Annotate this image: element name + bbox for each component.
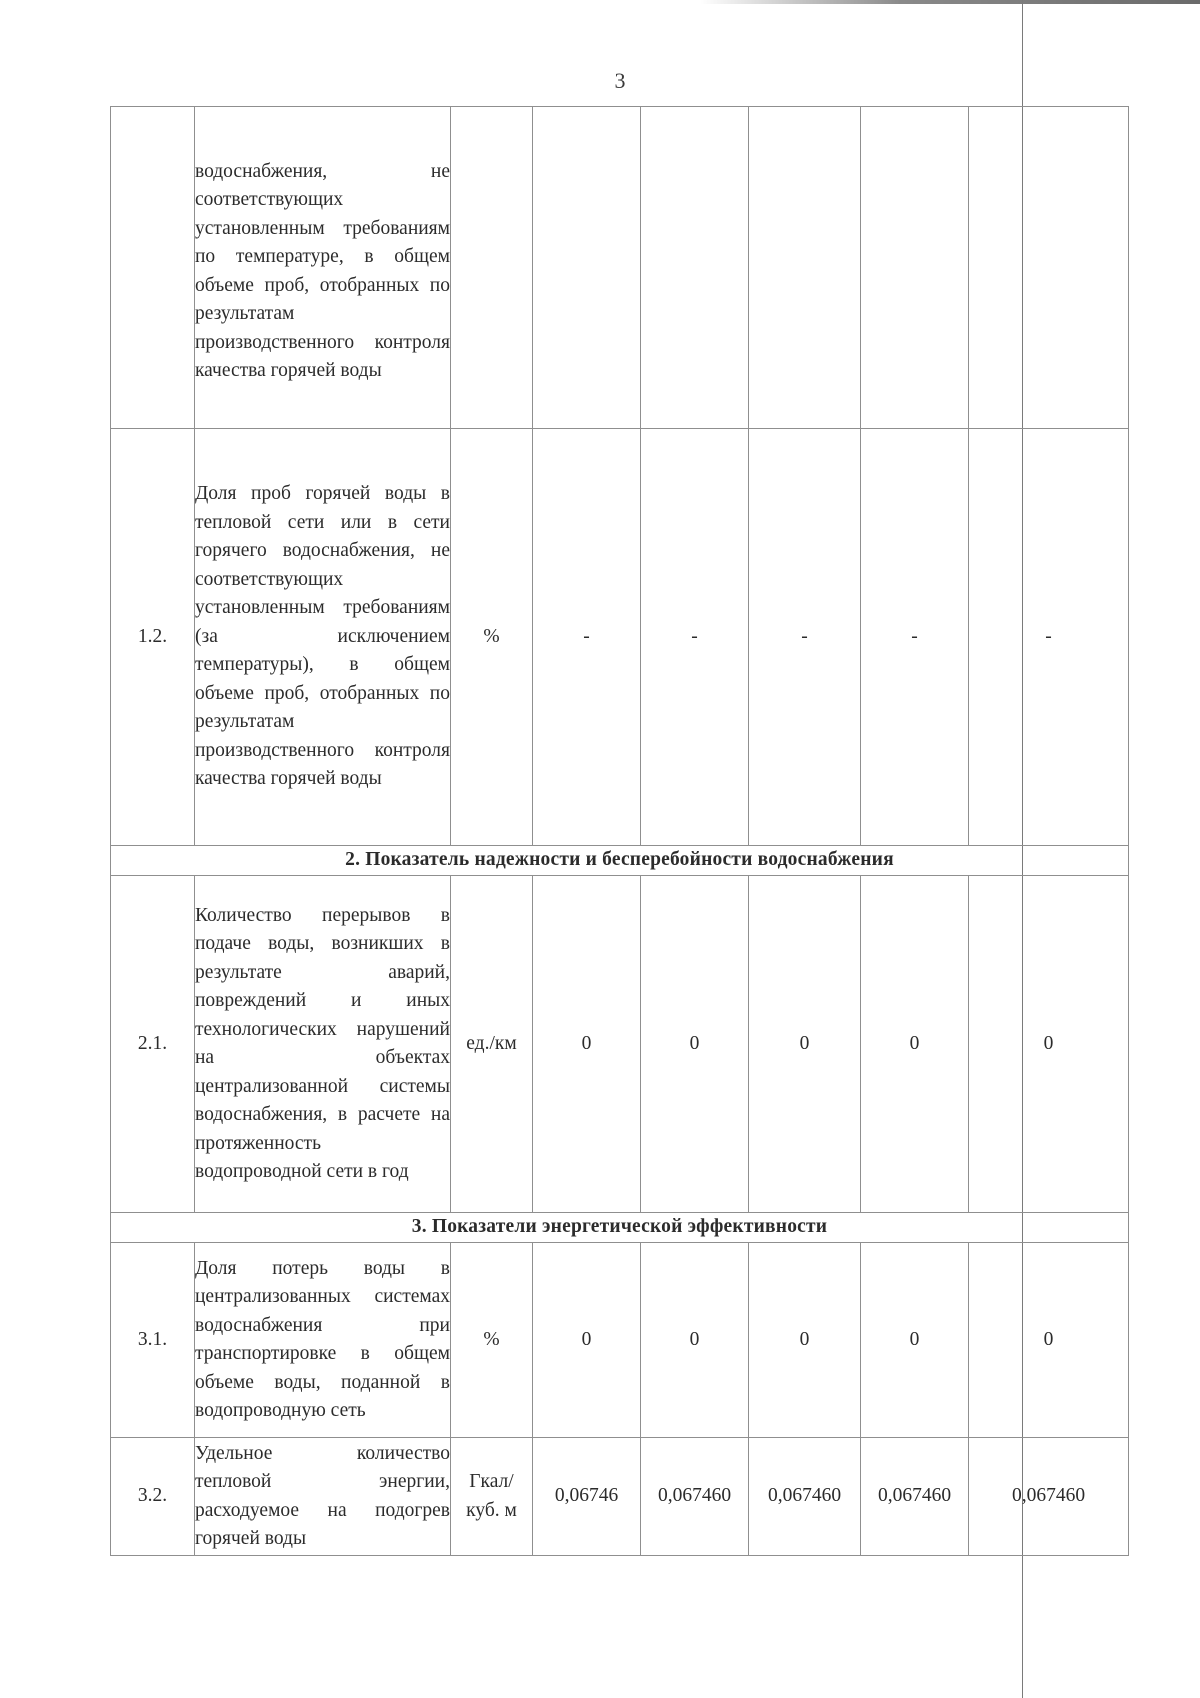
value-cell <box>533 107 641 429</box>
value-cell: 0 <box>861 1243 969 1438</box>
value-cell: - <box>641 429 749 846</box>
value-cell: - <box>533 429 641 846</box>
table-row <box>111 876 1129 1213</box>
indicators-table <box>110 106 1129 1556</box>
indicator-name: Доля проб горячей воды в тепловой сети или в сети горячего водоснабжения, не соответствующих установленным требованиям (за исключением температуры), в общем объеме проб, отобранных по результатам производственного контроля качества горячей воды <box>195 429 451 846</box>
value-cell: 0,06746 <box>533 1438 641 1556</box>
value-cell: 0 <box>533 1243 641 1438</box>
value-cell: 0 <box>969 1243 1129 1438</box>
row-number: 2.1. <box>111 876 195 1213</box>
value-cell: 0,067460 <box>861 1438 969 1556</box>
page-number: 3 <box>614 68 626 93</box>
scan-top-edge <box>700 0 1200 4</box>
table-row <box>111 107 1129 429</box>
value-cell: - <box>861 429 969 846</box>
value-cell: 0 <box>641 1243 749 1438</box>
value-cell: 0 <box>533 876 641 1213</box>
value-cell: 0,067460 <box>641 1438 749 1556</box>
value-cell: 0 <box>969 876 1129 1213</box>
unit-cell: % <box>451 1243 533 1438</box>
unit-cell: Гкал/ куб. м <box>451 1438 533 1556</box>
row-number: 3.1. <box>111 1243 195 1438</box>
value-cell: 0,067460 <box>969 1438 1129 1556</box>
unit-cell: ед./км <box>451 876 533 1213</box>
value-cell: 0 <box>641 876 749 1213</box>
unit-cell: % <box>451 429 533 846</box>
indicator-name: водоснабжения, не соответствующих установленным требованиям по температуре, в общем объеме проб, отобранных по результатам производственного контроля качества горячей воды <box>195 107 451 429</box>
table-row <box>111 1438 1129 1556</box>
value-cell: - <box>749 429 861 846</box>
value-cell <box>861 107 969 429</box>
table-row <box>111 1243 1129 1438</box>
value-cell <box>641 107 749 429</box>
indicator-name: Количество перерывов в подаче воды, возникших в результате аварий, повреждений и иных технологических нарушений на объектах централизованной системы водоснабжения, в расчете на протяженность водопроводной сети в год <box>195 876 451 1213</box>
value-cell <box>969 107 1129 429</box>
section-row <box>111 1213 1129 1243</box>
section-title: 2. Показатель надежности и бесперебойности водоснабжения <box>111 846 1129 876</box>
row-number <box>111 107 195 429</box>
value-cell: 0 <box>861 876 969 1213</box>
value-cell <box>749 107 861 429</box>
row-number: 1.2. <box>111 429 195 846</box>
indicator-name: Удельное количество тепловой энергии, расходуемое на подогрев горячей воды <box>195 1438 451 1556</box>
value-cell: - <box>969 429 1129 846</box>
unit-cell <box>451 107 533 429</box>
section-row <box>111 846 1129 876</box>
value-cell: 0 <box>749 1243 861 1438</box>
value-cell: 0,067460 <box>749 1438 861 1556</box>
row-number: 3.2. <box>111 1438 195 1556</box>
table-row <box>111 429 1129 846</box>
indicator-name: Доля потерь воды в централизованных системах водоснабжения при транспортировке в общем объеме воды, поданной в водопроводную сеть <box>195 1243 451 1438</box>
section-title: 3. Показатели энергетической эффективности <box>111 1213 1129 1243</box>
value-cell: 0 <box>749 876 861 1213</box>
